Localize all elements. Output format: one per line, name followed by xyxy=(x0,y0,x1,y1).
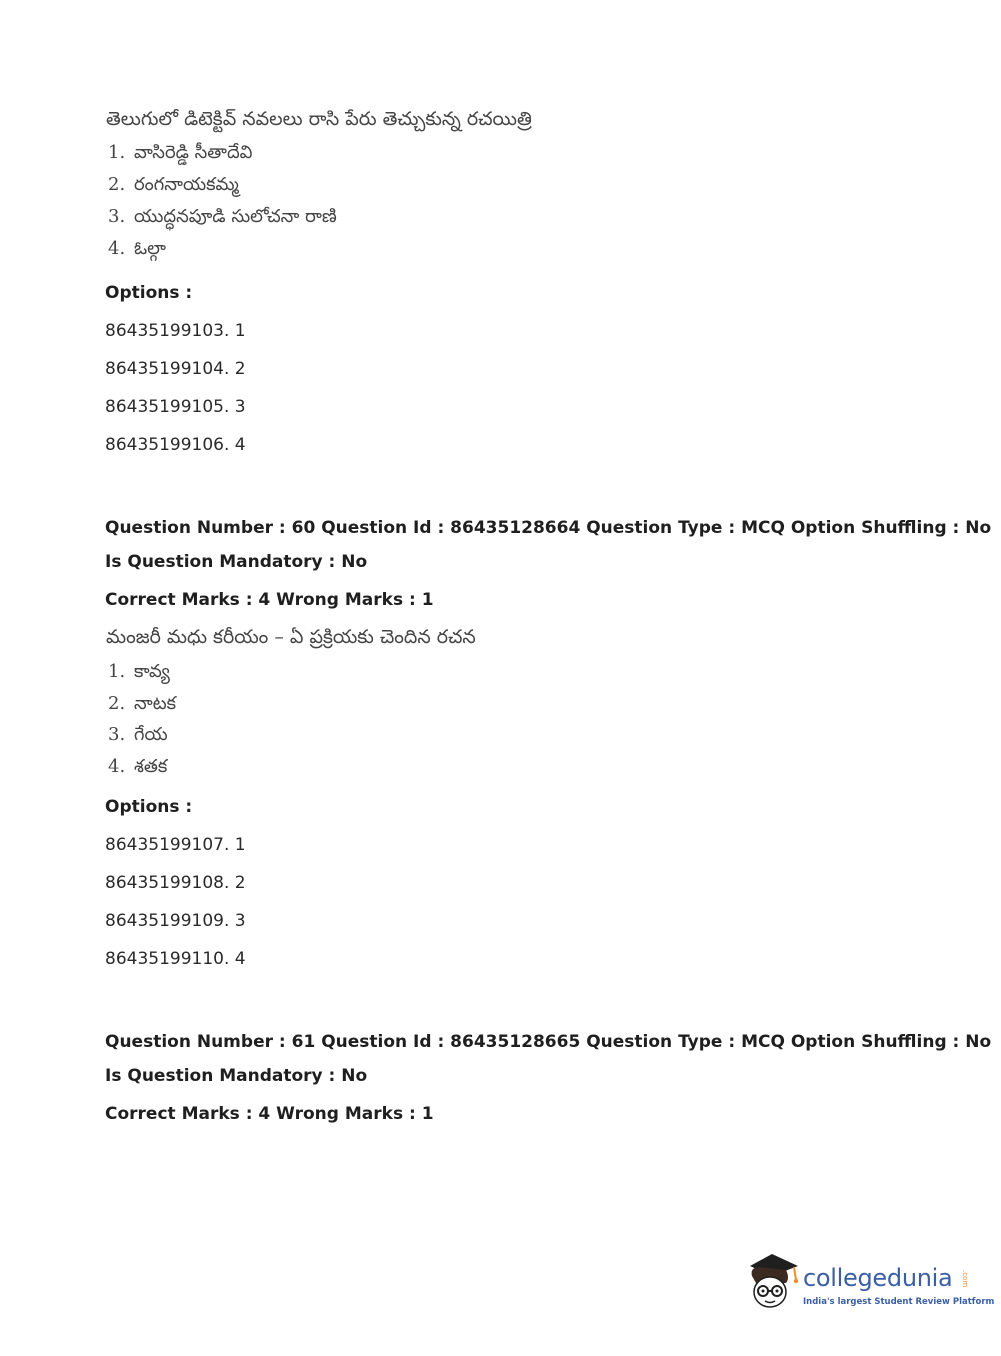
question-item: 2. రంగనాయకమ్మ xyxy=(108,174,239,195)
question-mandatory: Is Question Mandatory : No xyxy=(105,552,368,572)
question-header: Question Number : 61 Question Id : 86435128665 Question Type : MCQ Option Shuffling : No xyxy=(105,1032,992,1052)
options-label: Options : xyxy=(105,797,193,817)
option-line: 86435199109. 3 xyxy=(105,911,246,931)
option-line: 86435199105. 3 xyxy=(105,397,246,417)
question-item: 4. ఓల్గా xyxy=(108,238,167,259)
question-item: 1. వాసిరెడ్డి సీతాదేవి xyxy=(108,142,253,163)
brand-com: .com xyxy=(961,1270,969,1288)
question-item: 3. యుద్ధనపూడి సులోచనా రాణి xyxy=(108,206,337,227)
options-label: Options : xyxy=(105,283,193,303)
brand-tagline: India's largest Student Review Platform xyxy=(803,1297,995,1307)
question-mandatory: Is Question Mandatory : No xyxy=(105,1066,368,1086)
collegedunia-mascot-icon xyxy=(742,1250,804,1312)
question-text: మంజరీ మధు కరీయం – ఏ ప్రక్రియకు చెందిన రచన xyxy=(106,626,476,648)
option-line: 86435199106. 4 xyxy=(105,435,246,455)
option-line: 86435199103. 1 xyxy=(105,321,246,341)
option-line: 86435199107. 1 xyxy=(105,835,246,855)
brand-name: collegedunia xyxy=(803,1264,953,1292)
question-item: 1. కావ్య xyxy=(108,661,170,682)
question-item: 3. గేయ xyxy=(108,724,168,745)
question-marks: Correct Marks : 4 Wrong Marks : 1 xyxy=(105,590,434,610)
option-line: 86435199104. 2 xyxy=(105,359,246,379)
question-item: 4. శతక xyxy=(108,756,168,777)
option-line: 86435199108. 2 xyxy=(105,873,246,893)
question-item: 2. నాటక xyxy=(108,693,176,714)
question-marks: Correct Marks : 4 Wrong Marks : 1 xyxy=(105,1104,434,1124)
option-line: 86435199110. 4 xyxy=(105,949,246,969)
question-text: తెలుగులో డిటెక్టివ్ నవలలు రాసి పేరు తెచ్చుకున్న రచయిత్రి xyxy=(106,108,532,130)
question-header: Question Number : 60 Question Id : 86435128664 Question Type : MCQ Option Shuffling : No xyxy=(105,518,992,538)
